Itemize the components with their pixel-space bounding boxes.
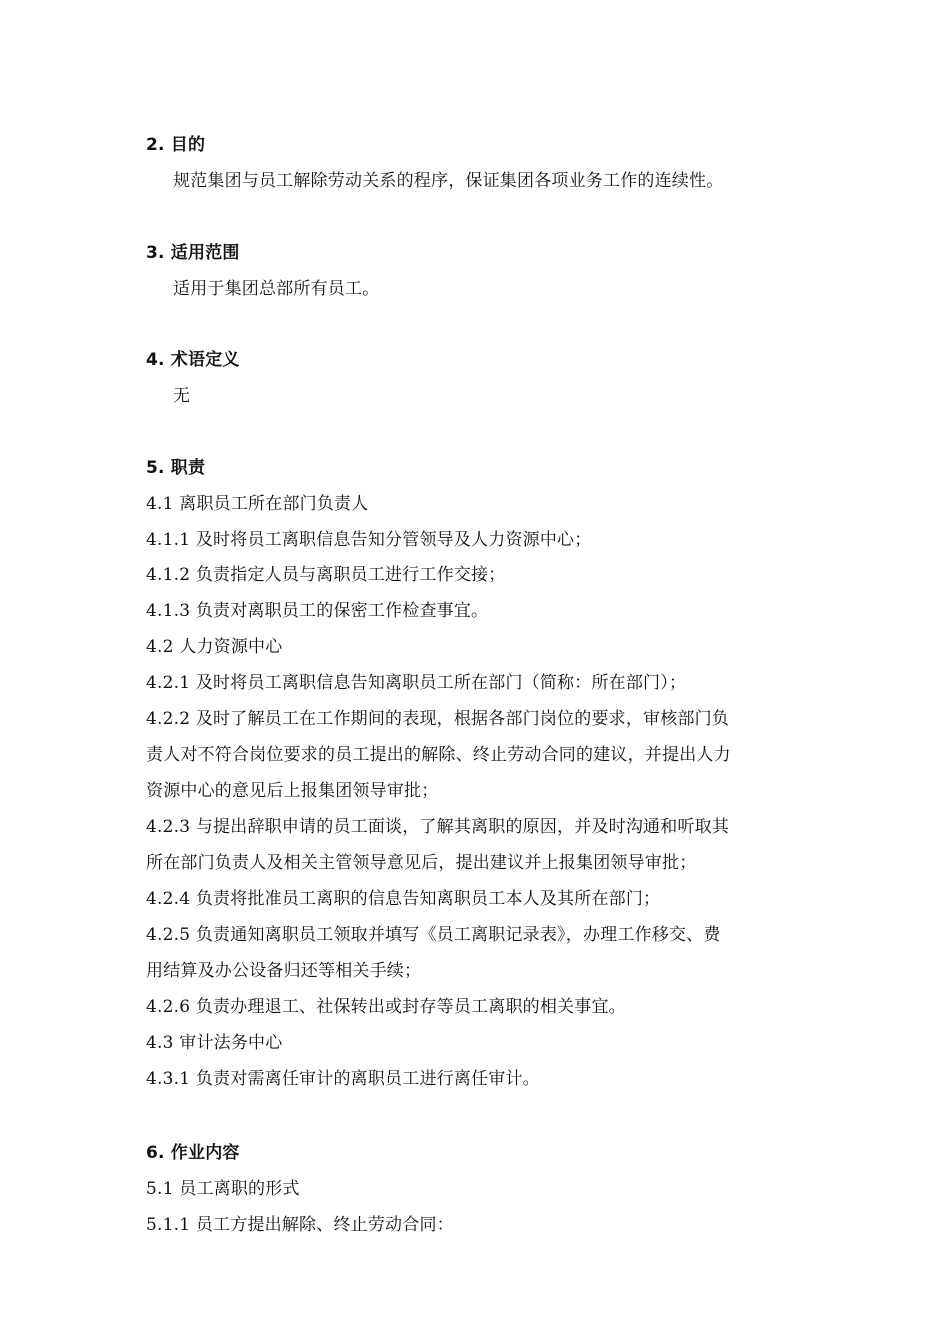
responsibility-line: 责人对不符合岗位要求的员工提出的解除、终止劳动合同的建议，并提出人力 — [146, 745, 731, 765]
responsibility-line: 4.1 离职员工所在部门负责人 — [146, 494, 369, 514]
responsibility-line: 4.2.3 与提出辞职申请的员工面谈，了解其离职的原因，并及时沟通和听取其 — [146, 817, 730, 837]
responsibility-line: 用结算及办公设备归还等相关手续； — [146, 961, 422, 981]
operation-line: 5.1.1 员工方提出解除、终止劳动合同： — [146, 1215, 454, 1235]
responsibility-line: 4.1.3 负责对离职员工的保密工作检查事宜。 — [146, 601, 489, 621]
responsibility-line: 4.2 人力资源中心 — [146, 637, 283, 657]
responsibility-line: 4.2.4 负责将批准员工离职的信息告知离职员工本人及其所在部门； — [146, 889, 661, 909]
section-heading-scope: 3. 适用范围 — [146, 243, 240, 263]
responsibility-line: 4.3.1 负责对需离任审计的离职员工进行离任审计。 — [146, 1069, 540, 1089]
responsibility-line: 4.3 审计法务中心 — [146, 1033, 283, 1053]
responsibility-line: 资源中心的意见后上报集团领导审批； — [146, 781, 439, 801]
section-body-purpose: 规范集团与员工解除劳动关系的程序，保证集团各项业务工作的连续性。 — [173, 171, 724, 191]
section-heading-operations: 6. 作业内容 — [146, 1143, 240, 1163]
responsibility-line: 4.2.5 负责通知离职员工领取并填写《员工离职记录表》，办理工作移交、费 — [146, 925, 721, 945]
section-heading-responsibilities: 5. 职责 — [146, 458, 206, 478]
section-heading-purpose: 2. 目的 — [146, 135, 206, 155]
responsibility-line: 所在部门负责人及相关主管领导意见后，提出建议并上报集团领导审批； — [146, 853, 697, 873]
section-body-scope: 适用于集团总部所有员工。 — [173, 279, 380, 299]
responsibility-line: 4.2.1 及时将员工离职信息告知离职员工所在部门（简称：所在部门）； — [146, 673, 687, 693]
section-heading-terms: 4. 术语定义 — [146, 350, 240, 370]
section-body-terms: 无 — [173, 386, 191, 406]
responsibility-line: 4.2.6 负责办理退工、社保转出或封存等员工离职的相关事宜。 — [146, 997, 626, 1017]
operation-line: 5.1 员工离职的形式 — [146, 1179, 300, 1199]
responsibility-line: 4.1.2 负责指定人员与离职员工进行工作交接； — [146, 565, 506, 585]
responsibility-line: 4.2.2 及时了解员工在工作期间的表现，根据各部门岗位的要求，审核部门负 — [146, 709, 730, 729]
responsibility-line: 4.1.1 及时将员工离职信息告知分管领导及人力资源中心； — [146, 530, 592, 550]
